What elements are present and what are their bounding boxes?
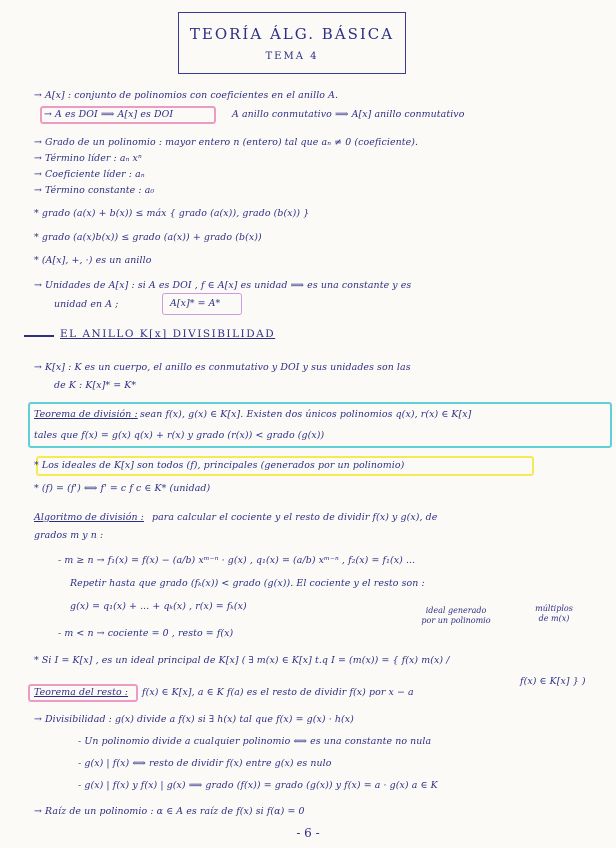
line-division-theorem: sean f(x), g(x) ∈ K[x]. Existen dos únicos polinomios q(x), r(x) ∈ K[x]: [140, 409, 472, 420]
line-ring: * (A[x], +, ·) es un anillo: [34, 255, 152, 266]
line-divisibility: → Divisibilidad : g(x) divide a f(x) si ∃ h(x) tal que f(x) = g(x) · h(x): [34, 714, 354, 725]
line-remainder-theorem: f(x) ∈ K[x], a ∈ K f(a) es el resto de dividir f(x) por x − a: [142, 687, 414, 698]
line-degree-product: * grado (a(x)b(x)) ≤ grado (a(x)) + grado (b(x)): [34, 232, 262, 243]
line-divisibility-3: - g(x) | f(x) y f(x) | g(x) ⟹ grado (f(x)) = grado (g(x)) y f(x) = a · g(x) a ∈ K: [78, 780, 438, 791]
line-associates: * (f) = (f') ⟺ f' = c f c ∈ K* (unidad): [34, 483, 211, 494]
line-degree: → Grado de un polinomio : mayor entero n (entero) tal que aₙ ≠ 0 (coeficiente).: [34, 137, 419, 148]
line-units-formula: A[x]* = A*: [170, 298, 221, 309]
line-commutative: A anillo conmutativo ⟹ A[x] anillo conmutativo: [232, 109, 465, 120]
line-algorithm: para calcular el cociente y el resto de dividir f(x) y g(x), de: [152, 512, 438, 523]
title-box: [178, 12, 406, 74]
line-root: → Raíz de un polinomio : α ∈ A es raíz de f(x) si f(α) = 0: [34, 806, 305, 817]
page-title: TEORÍA ÁLG. BÁSICA: [189, 25, 395, 43]
note-ideal-generated: ideal generado por un polinomio: [421, 606, 491, 625]
line-divisibility-2: - g(x) | f(x) ⟺ resto de dividir f(x) entre g(x) es nulo: [78, 758, 332, 769]
line-doi: → A es DOI ⟹ A[x] es DOI: [44, 109, 174, 120]
line-algorithm-case2: - m < n → cociente = 0 , resto = f(x): [58, 628, 234, 639]
line-principal-ideal: * Si I = K[x] , es un ideal principal de K[x] ( ∃ m(x) ∈ K[x] t.q I = (m(x)) = { f(x) m(x) /: [34, 655, 450, 666]
line-leading-coef: → Coeficiente líder : aₙ: [34, 169, 145, 180]
line-ideals: * Los ideales de K[x] son todos (f), principales (generados por un polinomio): [34, 460, 405, 471]
line-units-cont: unidad en A ;: [54, 299, 119, 310]
section-title-kx: EL ANILLO K[x] DIVISIBILIDAD: [60, 328, 276, 340]
line-constant-term: → Término constante : a₀: [34, 185, 155, 196]
line-algorithm-step: - m ≥ n → f₁(x) = f(x) − (a/b) xᵐ⁻ⁿ · g(x) , q₁(x) = (a/b) xᵐ⁻ⁿ , f₂(x) = f₁(x) ...: [58, 555, 416, 566]
line-division-theorem-label: Teorema de división :: [34, 409, 138, 420]
line-principal-ideal-cont: f(x) ∈ K[x] } ): [520, 676, 586, 687]
line-degree-sum: * grado (a(x) + b(x)) ≤ máx { grado (a(x)), grado (b(x)) }: [34, 208, 310, 219]
line-division-theorem-cont: tales que f(x) = g(x) q(x) + r(x) y grado (r(x)) < grado (g(x)): [34, 430, 325, 441]
line-algorithm-result: g(x) = q₁(x) + ... + qₖ(x) , r(x) = fₖ(x): [70, 601, 247, 612]
line-algorithm-repeat: Repetir hasta que grado (fₖ(x)) < grado (g(x)). El cociente y el resto son :: [70, 578, 425, 589]
line-algorithm-label: Algoritmo de división :: [34, 512, 144, 523]
line-remainder-label: Teorema del resto :: [34, 687, 129, 698]
line-leading-term: → Término líder : aₙ xⁿ: [34, 153, 142, 164]
note-multiples: múltiplos de m(x): [535, 604, 573, 623]
line-kx-field: → K[x] : K es un cuerpo, el anillo es conmutativo y DOI y sus unidades son las: [34, 362, 411, 373]
page-subtitle: TEMA 4: [265, 51, 319, 62]
line-algorithm-cont: grados m y n :: [34, 530, 104, 541]
line-kx-units: de K : K[x]* = K*: [54, 380, 137, 391]
line-divisibility-1: - Un polinomio divide a cualquier polinomio ⟺ es una constante no nula: [78, 736, 432, 747]
line-polynomial-set: → A[x] : conjunto de polinomios con coeficientes en el anillo A.: [34, 90, 339, 101]
arrow-icon: [24, 335, 54, 337]
line-units: → Unidades de A[x] : si A es DOI , f ∈ A[x] es unidad ⟹ es una constante y es: [34, 280, 412, 291]
page-number: - 6 -: [296, 826, 320, 840]
